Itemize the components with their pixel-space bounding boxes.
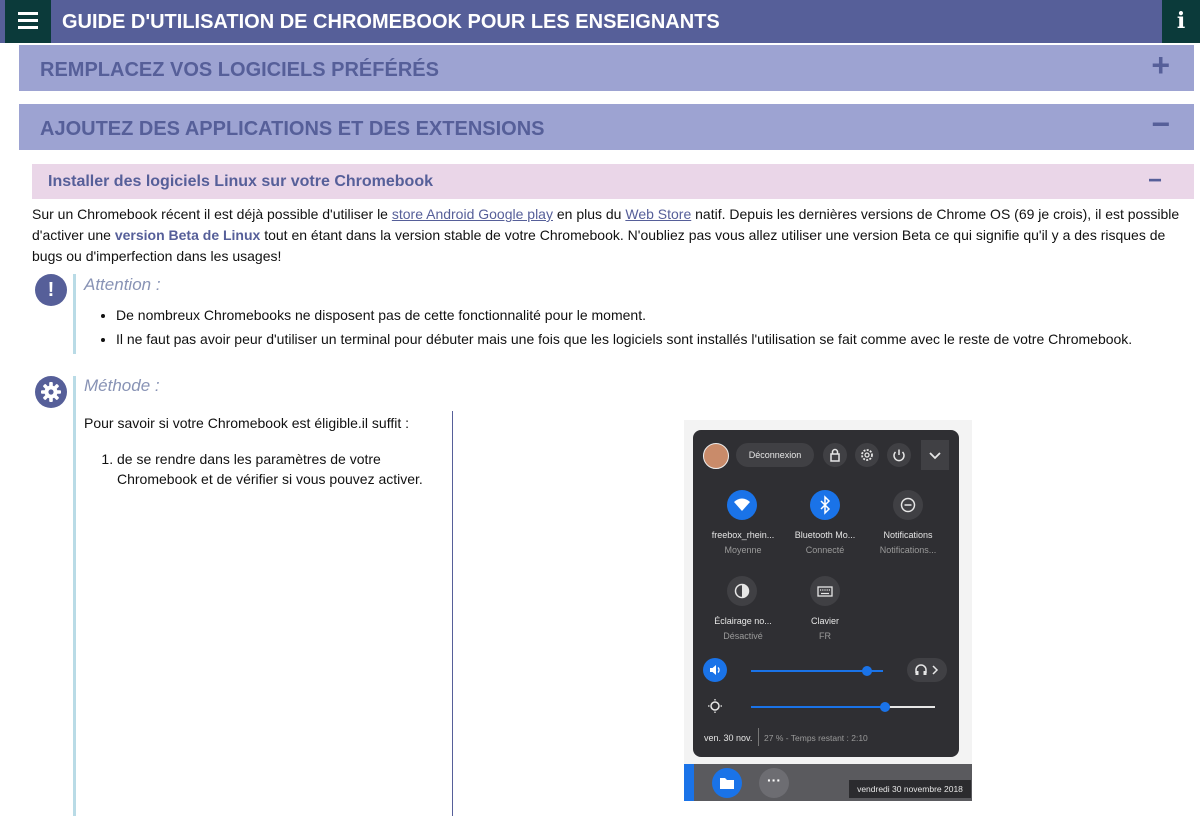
intro-paragraph: Sur un Chromebook récent il est déjà possible d'utiliser le store Android Google play en plus du Web Store natif. Depuis les dernières versions de Chrome OS (69 je crois), il est possible d'activer une version Beta de Linux tout en étant dans la version stable de votre Chromebook. N'oubliez pas vous allez utiliser une version Beta ce qui signifie qu'il y a des risques de bugs ou d'imperfection dans les usages! bbox=[32, 206, 1180, 264]
link-web-store[interactable]: Web Store bbox=[625, 206, 692, 222]
audio-output-button[interactable] bbox=[907, 658, 947, 682]
battery-status: 27 % - Temps restant : 2:10 bbox=[764, 733, 868, 743]
tile-sub: Connecté bbox=[805, 545, 845, 555]
subsection-label: Installer des logiciels Linux sur votre Chromebook bbox=[48, 173, 433, 190]
bluetooth-icon[interactable] bbox=[810, 490, 840, 520]
collapse-icon[interactable]: − bbox=[1151, 106, 1170, 142]
methode-text bbox=[84, 413, 444, 489]
list-item: 1. de se rendre dans les paramètres de votre Chromebook et de vérifier si vous pouvez activer. bbox=[117, 449, 444, 489]
do-not-disturb-icon[interactable] bbox=[893, 490, 923, 520]
page-title: GUIDE D'UTILISATION DE CHROMEBOOK POUR LES ENSEIGNANTS bbox=[62, 11, 720, 33]
tile-label: Éclairage no... bbox=[714, 616, 772, 626]
expand-icon[interactable]: + bbox=[1151, 47, 1170, 83]
brightness-slider[interactable] bbox=[751, 706, 935, 708]
tile-sub: FR bbox=[819, 631, 831, 641]
column-divider bbox=[452, 411, 453, 816]
collapse-icon[interactable]: − bbox=[1147, 167, 1162, 194]
attention-title: Attention : bbox=[84, 275, 161, 294]
power-icon[interactable] bbox=[887, 443, 911, 467]
gear-icon bbox=[35, 376, 67, 408]
methode-steps bbox=[84, 449, 444, 489]
brightness-icon bbox=[703, 694, 727, 718]
chromeos-settings-screenshot bbox=[684, 420, 972, 801]
attention-list bbox=[100, 303, 1132, 351]
info-button[interactable]: i bbox=[1162, 0, 1200, 43]
subsection-linux[interactable] bbox=[32, 164, 1194, 199]
section-remplacez[interactable] bbox=[19, 45, 1194, 91]
slider-thumb[interactable] bbox=[880, 702, 890, 712]
slider-thumb[interactable] bbox=[862, 666, 872, 676]
night-light-icon[interactable] bbox=[727, 576, 757, 606]
lock-icon[interactable] bbox=[823, 443, 847, 467]
tile-label: Notifications bbox=[883, 530, 933, 540]
methode-border bbox=[73, 376, 76, 816]
avatar bbox=[703, 443, 729, 469]
app-edge bbox=[684, 764, 694, 801]
list-item: • De nombreux Chromebooks ne disposent pas de cette fonctionnalité pour le moment. bbox=[116, 303, 1132, 327]
attention-border bbox=[73, 274, 76, 354]
beta-linux-emphasis: version Beta de Linux bbox=[114, 227, 261, 243]
settings-icon[interactable] bbox=[855, 443, 879, 467]
volume-slider[interactable] bbox=[751, 670, 883, 672]
tile-sub: Notifications... bbox=[879, 545, 937, 555]
slider-fill bbox=[751, 706, 885, 708]
keyboard-icon[interactable] bbox=[810, 576, 840, 606]
methode-title: Méthode : bbox=[84, 376, 160, 395]
quick-settings-panel bbox=[693, 430, 959, 757]
files-icon[interactable] bbox=[712, 768, 742, 798]
date-tooltip: vendredi 30 novembre 2018 bbox=[849, 780, 971, 798]
list-item: • Il ne faut pas avoir peur d'utiliser un terminal pour débuter mais une fois que les logiciels sont installés l'utilisation se fait comme avec le reste de votre Chromebook. bbox=[116, 327, 1132, 351]
more-apps-icon[interactable]: ··· bbox=[759, 768, 789, 798]
tile-sub: Désactivé bbox=[723, 631, 763, 641]
section-label: REMPLACEZ VOS LOGICIELS PRÉFÉRÉS bbox=[40, 59, 439, 81]
wifi-icon[interactable] bbox=[727, 490, 757, 520]
tile-label: Clavier bbox=[810, 616, 839, 626]
methode-intro: Pour savoir si votre Chromebook est éligible.il suffit : bbox=[84, 415, 409, 431]
chevron-down-icon[interactable] bbox=[921, 440, 949, 470]
section-ajoutez[interactable] bbox=[19, 104, 1194, 150]
exclamation-icon: ! bbox=[35, 274, 67, 306]
date-short: ven. 30 nov. bbox=[704, 733, 753, 743]
tile-sub: Moyenne bbox=[724, 545, 762, 555]
tile-label: freebox_rhein... bbox=[711, 530, 775, 540]
top-bar bbox=[0, 0, 1200, 43]
section-label: AJOUTEZ DES APPLICATIONS ET DES EXTENSIONS bbox=[40, 118, 545, 140]
tile-label: Bluetooth Mo... bbox=[794, 530, 856, 540]
link-google-play[interactable]: store Android Google play bbox=[391, 206, 553, 222]
shelf bbox=[684, 764, 972, 801]
volume-icon[interactable] bbox=[703, 658, 727, 682]
hamburger-icon bbox=[18, 12, 38, 30]
footer-divider bbox=[758, 728, 759, 746]
logout-button[interactable]: Déconnexion bbox=[736, 443, 814, 467]
menu-button[interactable] bbox=[5, 0, 51, 43]
